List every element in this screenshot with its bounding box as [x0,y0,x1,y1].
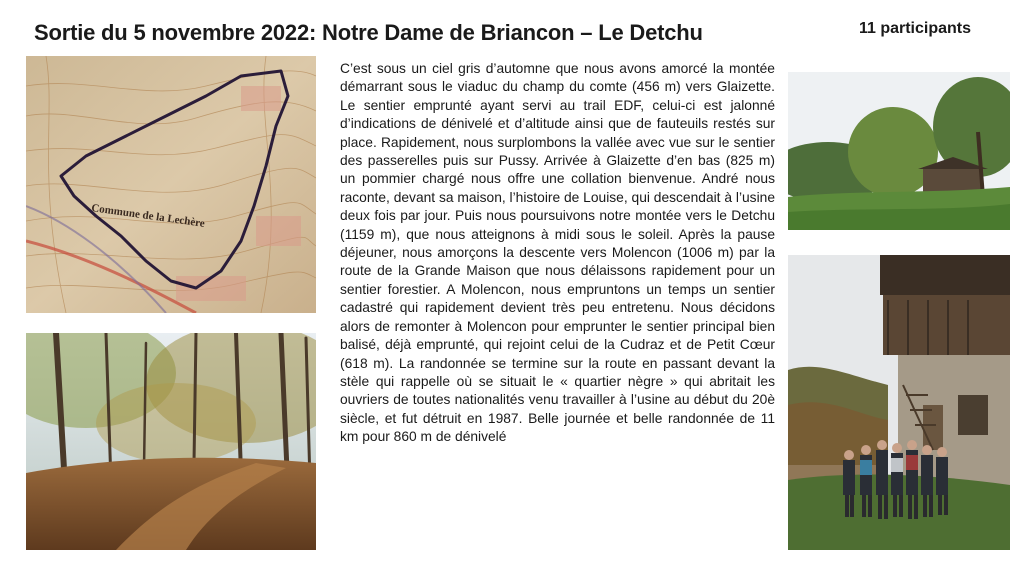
slide-title: Sortie du 5 novembre 2022: Notre Dame de Briancon – Le Detchu [34,20,703,45]
map-commune-label: Commune de la Lechère [90,202,206,230]
route-map-photo [26,56,316,313]
participants-count: 11 participants [858,20,972,37]
village-house-photo [788,72,1010,230]
forest-path-photo [26,333,316,550]
group-hikers-photo [788,255,1010,550]
outing-narrative: C’est sous un ciel gris d’automne que nous avons amorcé la montée démarrant sous le viaduc du champ du comte (456 m) vers Glaizette. Le sentier emprunté ayant servi au trail EDF, celui-ci est jalonné d’indications de dénivelé et d’altitude ainsi que de fauteuils restés sur place. Rapidement, nous surplombons la vallée avec vue sur le sentier des passerelles puis sur Pussy. Arrivée à Glaizette d’en bas (825 m) un pommier chargé nous offre une collation bienvenue. André nous raconte, devant sa maison, l’histoire de Louise, qui descendait à l’usine deux fois par jour. Puis nous poursuivons notre montée vers le Detchu (1159 m), que nous atteignons à midi sous le soleil. Après la pause déjeuner, nous amorçons la descente vers Molencon (1006 m) par la route de la Grande Maison que nous délaissons rapidement pour un sentier forestier. A Molencon, nous empruntons un temps un sentier cadastré qui rapidement devient très peu entretenu. Nous décidons alors de remonter à Molencon pour emprunter le sentier principal bien balisé, déjà emprunté, qui rejoint celui de la Cudraz et de Petit Cœur (618 m). La randonnée se termine sur la route en passant devant la stèle qui rappelle où se situait le « quartier nègre » qui abritait les ouvriers de toutes nationalités venu travailler à l’usine au début du 20è siècle, et fut détruit en 1987. Belle journée et belle randonnée de 11 km pour 860 m de dénivelé [340,61,775,445]
